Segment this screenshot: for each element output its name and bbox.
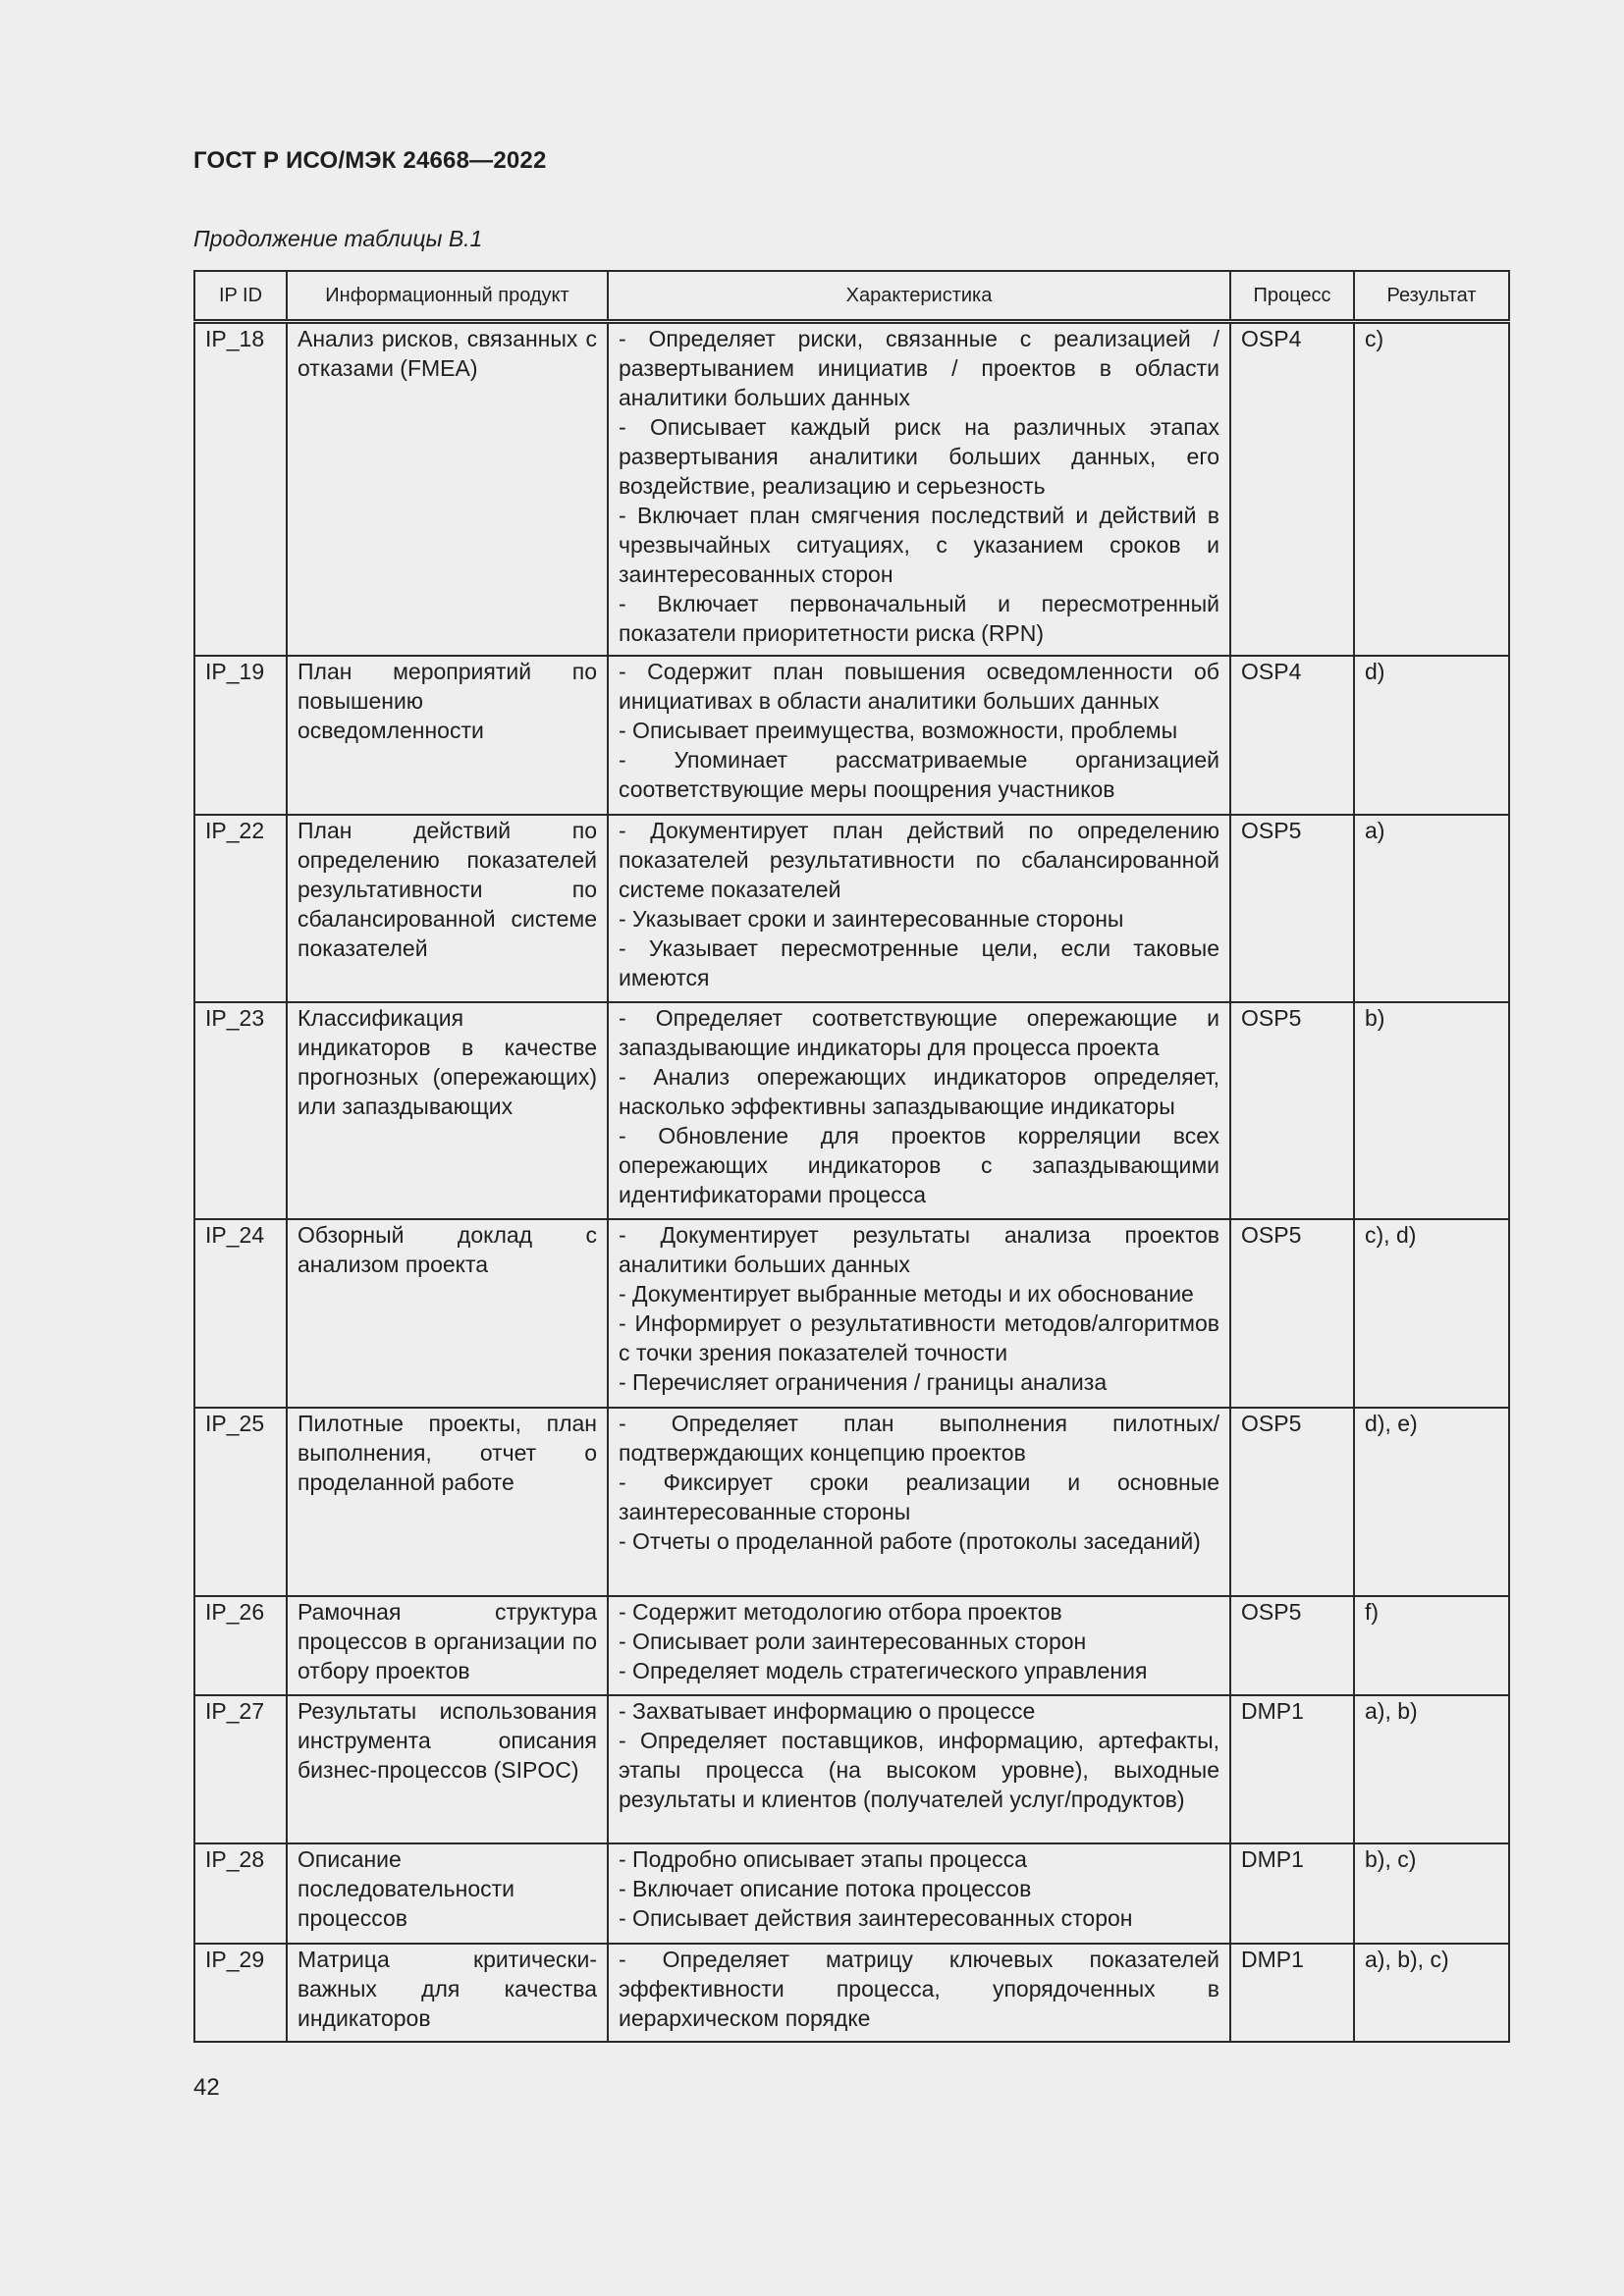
- characteristic-line: - Информирует о результативности методов/алгоритмов с точки зрения показателей точности: [619, 1309, 1219, 1365]
- header-process: Процесс: [1230, 271, 1354, 322]
- characteristic-line: - Включает описание потока процессов: [619, 1875, 1032, 1901]
- cell-result: a): [1354, 815, 1509, 1002]
- table-row: [194, 1944, 1509, 2042]
- document-standard-title: ГОСТ Р ИСО/МЭК 24668—2022: [193, 147, 547, 174]
- cell-product: План действий по определению показателей результативности по сбалансированной системе показателей: [287, 815, 608, 1002]
- cell-process: DMP1: [1230, 1695, 1354, 1843]
- characteristic-line: - Определяет риски, связанные с реализацией / развертыванием инициатив / проектов в области аналитики больших данных: [619, 326, 1219, 410]
- cell-product: Рамочная структура процессов в организации по отбору проектов: [287, 1596, 608, 1695]
- cell-product: Результаты использования инструмента описания бизнес-процессов (SIPOC): [287, 1695, 608, 1843]
- characteristic-line: - Определяет план выполнения пилотных/подтверждающих концепцию проектов: [619, 1410, 1219, 1466]
- table-row: [194, 656, 1509, 815]
- cell-characteristic: [608, 815, 1230, 1002]
- page-number: 42: [193, 2074, 220, 2101]
- cell-process: OSP5: [1230, 815, 1354, 1002]
- characteristic-line: - Перечисляет ограничения / границы анализа: [619, 1368, 1108, 1395]
- cell-ip-id: IP_18: [194, 322, 287, 656]
- characteristic-line: - Определяет поставщиков, информацию, артефакты, этапы процесса (на высоком уровне), выходные результаты и клиентов (получателей услуг/продуктов): [619, 1727, 1219, 1812]
- table-row: [194, 1695, 1509, 1843]
- table-row: [194, 1843, 1509, 1944]
- cell-ip-id: IP_24: [194, 1219, 287, 1408]
- header-characteristic: Характеристика: [608, 271, 1230, 322]
- characteristic-line: - Определяет модель стратегического управления: [619, 1657, 1148, 1683]
- characteristic-line: - Подробно описывает этапы процесса: [619, 1845, 1027, 1872]
- cell-result: d): [1354, 656, 1509, 815]
- header-ip-id: IP ID: [194, 271, 287, 322]
- cell-result: b), c): [1354, 1843, 1509, 1944]
- characteristic-line: - Описывает каждый риск на различных этапах развертывания аналитики больших данных, его воздействие, реализацию и серьезность: [619, 414, 1219, 499]
- cell-product: Описание последовательности процессов: [287, 1843, 608, 1944]
- characteristic-line: - Определяет соответствующие опережающие и запаздывающие индикаторы для процесса проекта: [619, 1004, 1219, 1060]
- characteristic-line: - Содержит методологию отбора проектов: [619, 1598, 1062, 1625]
- cell-process: OSP5: [1230, 1596, 1354, 1695]
- cell-product: Обзорный доклад с анализом проекта: [287, 1219, 608, 1408]
- characteristic-line: - Упоминает рассматриваемые организацией соответствующие меры поощрения участников: [619, 746, 1219, 802]
- characteristic-line: - Указывает пересмотренные цели, если таковые имеются: [619, 934, 1219, 990]
- characteristic-line: - Анализ опережающих индикаторов определяет, насколько эффективны запаздывающие индикаторы: [619, 1063, 1219, 1119]
- cell-result: d), e): [1354, 1408, 1509, 1596]
- cell-result: c), d): [1354, 1219, 1509, 1408]
- characteristic-line: - Описывает действия заинтересованных сторон: [619, 1904, 1133, 1931]
- cell-characteristic: [608, 1843, 1230, 1944]
- characteristic-line: - Документирует выбранные методы и их обоснование: [619, 1280, 1194, 1307]
- cell-ip-id: IP_19: [194, 656, 287, 815]
- table-row: [194, 815, 1509, 1002]
- cell-characteristic: [608, 1002, 1230, 1219]
- header-result: Результат: [1354, 271, 1509, 322]
- cell-characteristic: [608, 1219, 1230, 1408]
- cell-characteristic: [608, 1695, 1230, 1843]
- characteristic-line: - Фиксирует сроки реализации и основные заинтересованные стороны: [619, 1468, 1219, 1524]
- characteristic-line: - Содержит план повышения осведомленности об инициативах в области аналитики больших данных: [619, 658, 1219, 714]
- characteristic-line: - Определяет матрицу ключевых показателей эффективности процесса, упорядоченных в иерархическом порядке: [619, 1946, 1219, 2031]
- cell-process: OSP4: [1230, 322, 1354, 656]
- table-caption: Продолжение таблицы В.1: [193, 226, 483, 251]
- cell-process: DMP1: [1230, 1944, 1354, 2042]
- characteristic-line: - Захватывает информацию о процессе: [619, 1697, 1036, 1724]
- cell-process: OSP5: [1230, 1002, 1354, 1219]
- cell-process: DMP1: [1230, 1843, 1354, 1944]
- cell-ip-id: IP_29: [194, 1944, 287, 2042]
- cell-product: Анализ рисков, связанных с отказами (FMEA): [287, 322, 608, 656]
- cell-product: Матрица критически-важных для качества индикаторов: [287, 1944, 608, 2042]
- cell-result: b): [1354, 1002, 1509, 1219]
- cell-result: c): [1354, 322, 1509, 656]
- characteristic-line: - Включает первоначальный и пересмотренный показатели приоритетности риска (RPN): [619, 591, 1219, 646]
- characteristic-line: - Описывает роли заинтересованных сторон: [619, 1628, 1087, 1654]
- cell-characteristic: [608, 1408, 1230, 1596]
- cell-ip-id: IP_27: [194, 1695, 287, 1843]
- table-row: [194, 322, 1509, 656]
- cell-ip-id: IP_28: [194, 1843, 287, 1944]
- header-information-product: Информационный продукт: [287, 271, 608, 322]
- cell-ip-id: IP_26: [194, 1596, 287, 1695]
- cell-product: План мероприятий по повышению осведомленности: [287, 656, 608, 815]
- cell-characteristic: [608, 1596, 1230, 1695]
- cell-characteristic: [608, 1944, 1230, 2042]
- table-row: [194, 1219, 1509, 1408]
- cell-product: Пилотные проекты, план выполнения, отчет о проделанной работе: [287, 1408, 608, 1596]
- cell-ip-id: IP_25: [194, 1408, 287, 1596]
- cell-ip-id: IP_23: [194, 1002, 287, 1219]
- characteristic-line: - Документирует план действий по определению показателей результативности по сбалансированной системе показателей: [619, 817, 1219, 902]
- table-header-row: [194, 271, 1509, 322]
- cell-result: f): [1354, 1596, 1509, 1695]
- characteristic-line: - Обновление для проектов корреляции всех опережающих индикаторов с запаздывающими идентификаторами процесса: [619, 1122, 1219, 1207]
- cell-result: a), b): [1354, 1695, 1509, 1843]
- cell-process: OSP5: [1230, 1219, 1354, 1408]
- cell-process: OSP5: [1230, 1408, 1354, 1596]
- cell-ip-id: IP_22: [194, 815, 287, 1002]
- characteristic-line: - Отчеты о проделанной работе (протоколы заседаний): [619, 1527, 1201, 1554]
- table-row: [194, 1596, 1509, 1695]
- cell-result: a), b), c): [1354, 1944, 1509, 2042]
- cell-process: OSP4: [1230, 656, 1354, 815]
- characteristic-line: - Включает план смягчения последствий и действий в чрезвычайных ситуациях, с указанием сроков и заинтересованных сторон: [619, 503, 1219, 587]
- cell-characteristic: [608, 322, 1230, 656]
- cell-characteristic: [608, 656, 1230, 815]
- table-body: [194, 322, 1509, 2042]
- table-row: [194, 1408, 1509, 1596]
- table-row: [194, 1002, 1509, 1219]
- characteristic-line: - Описывает преимущества, возможности, проблемы: [619, 717, 1178, 743]
- cell-product: Классификация индикаторов в качестве прогнозных (опережающих) или запаздывающих: [287, 1002, 608, 1219]
- characteristic-line: - Указывает сроки и заинтересованные стороны: [619, 905, 1124, 932]
- characteristic-line: - Документирует результаты анализа проектов аналитики больших данных: [619, 1221, 1219, 1277]
- information-products-table: [193, 270, 1510, 2043]
